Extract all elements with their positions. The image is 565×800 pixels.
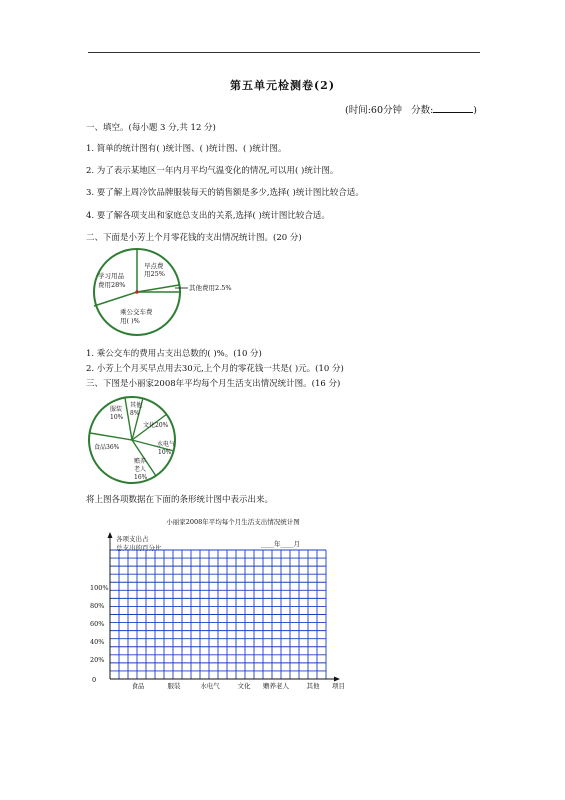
x-category-label: 其他 — [306, 682, 320, 690]
x-category-label: 文化 — [237, 682, 251, 690]
bar-chart-title: 小丽家2008年平均每个月生活支出情况统计图 — [166, 518, 300, 526]
part2-question-1: 1. 乘公交车的费用占支出总数的( )%。(10 分) — [86, 349, 262, 359]
part2-question-2: 2. 小芳上个月买早点用去30元,上个月的零花钱一共是( )元。(10 分) — [86, 364, 344, 374]
part3-heading: 三、下图是小丽家2008年平均每个月生活支出情况统计图。(16 分) — [86, 379, 341, 389]
x-axis-arrow-icon — [334, 677, 340, 682]
x-category-label: 赡养老人 — [263, 682, 289, 690]
pie-label-study-pct: 费用28% — [98, 281, 126, 289]
pie-label-bus-pct: 用( )% — [120, 317, 140, 325]
score-label: 分数: — [411, 105, 434, 116]
pie-center-dot — [135, 290, 139, 294]
y-axis-arrow-icon — [108, 532, 113, 538]
top-rule — [88, 52, 480, 53]
x-axis-categories — [132, 681, 321, 690]
pie-slice-boundary — [94, 292, 137, 306]
pie-label-elderly-pct: 16% — [134, 474, 148, 481]
pie-label-other: 其他 — [130, 402, 143, 409]
pie-label-snack-pct: 用25% — [144, 270, 165, 278]
y-tick-label: 20% — [90, 656, 105, 664]
living-expenses-pie-chart — [86, 394, 186, 490]
part1-question-2: 2. 为了表示某地区一年内月平均气温变化的情况,可以用( )统计图。 — [86, 166, 339, 176]
pie-slice-boundary — [137, 285, 179, 292]
pie-label-clothing: 服装 — [110, 406, 123, 413]
score-blank — [433, 103, 473, 113]
part2-heading: 二、下面是小芳上个月零花钱的支出情况统计图。(20 分) — [86, 233, 302, 243]
pocket-money-pie-chart — [85, 248, 245, 344]
pie-label-bus: 乘公交车费 — [120, 308, 153, 316]
pie-label-utilities-pct: 10% — [158, 449, 172, 456]
part3-instruction: 将上图各项数据在下面的条形统计图中表示出来。 — [86, 495, 274, 505]
y-axis-ticks — [90, 584, 109, 664]
pie-label-utilities: 水电气 — [157, 441, 176, 448]
time-score-line — [345, 102, 477, 116]
date-fill-line: ____年____月 — [261, 540, 300, 548]
pie-slice-boundary — [90, 433, 132, 440]
y-tick-label: 40% — [90, 638, 105, 646]
part1-question-4: 4. 要了解各项支出和家庭总支出的关系,选择( )统计图比较合适。 — [86, 211, 330, 221]
part1-heading: 一、填空。(每小题 3 分,共 12 分) — [86, 123, 216, 133]
x-axis-label: 项目 — [332, 682, 345, 690]
pie-label-elderly-2: 老人 — [134, 466, 147, 473]
pie-label-study: 学习用品 — [98, 272, 124, 280]
axis-origin-label: 0 — [92, 676, 97, 684]
pie-label-snack: 早点费 — [144, 262, 164, 270]
pie-label-food: 食品36% — [94, 444, 120, 451]
part1-question-1: 1. 简单的统计图有( )统计图、( )统计图、( )统计图。 — [86, 144, 287, 154]
y-axis-label: 各项支出占 — [116, 535, 149, 543]
pie-label-other-pct: 8% — [130, 410, 140, 417]
blank-bar-chart — [84, 512, 364, 697]
y-tick-label: 100% — [90, 584, 109, 592]
y-axis-label-2: 总支出的百分比 — [116, 544, 162, 552]
pie-label-culture: 文化20% — [143, 422, 169, 429]
y-tick-label: 80% — [90, 602, 105, 610]
pie-label-clothing-pct: 10% — [110, 414, 124, 421]
x-category-label: 服装 — [167, 682, 181, 690]
meta-close: ) — [473, 105, 477, 116]
pie-label-elderly: 赡养 — [134, 458, 147, 465]
pie-label-other: 其他费用2.5% — [189, 284, 232, 292]
part1-question-3: 3. 要了解上周冷饮品牌服装每天的销售额是多少,选择( )统计图比较合适。 — [86, 188, 364, 198]
chart-grid — [110, 550, 326, 679]
time-limit: (时间:60分钟 — [345, 105, 402, 116]
x-category-label: 食品 — [131, 682, 145, 690]
page-title: 第五单元检测卷(2) — [229, 79, 336, 92]
x-category-label: 水电气 — [200, 682, 220, 690]
y-tick-label: 60% — [90, 620, 105, 628]
